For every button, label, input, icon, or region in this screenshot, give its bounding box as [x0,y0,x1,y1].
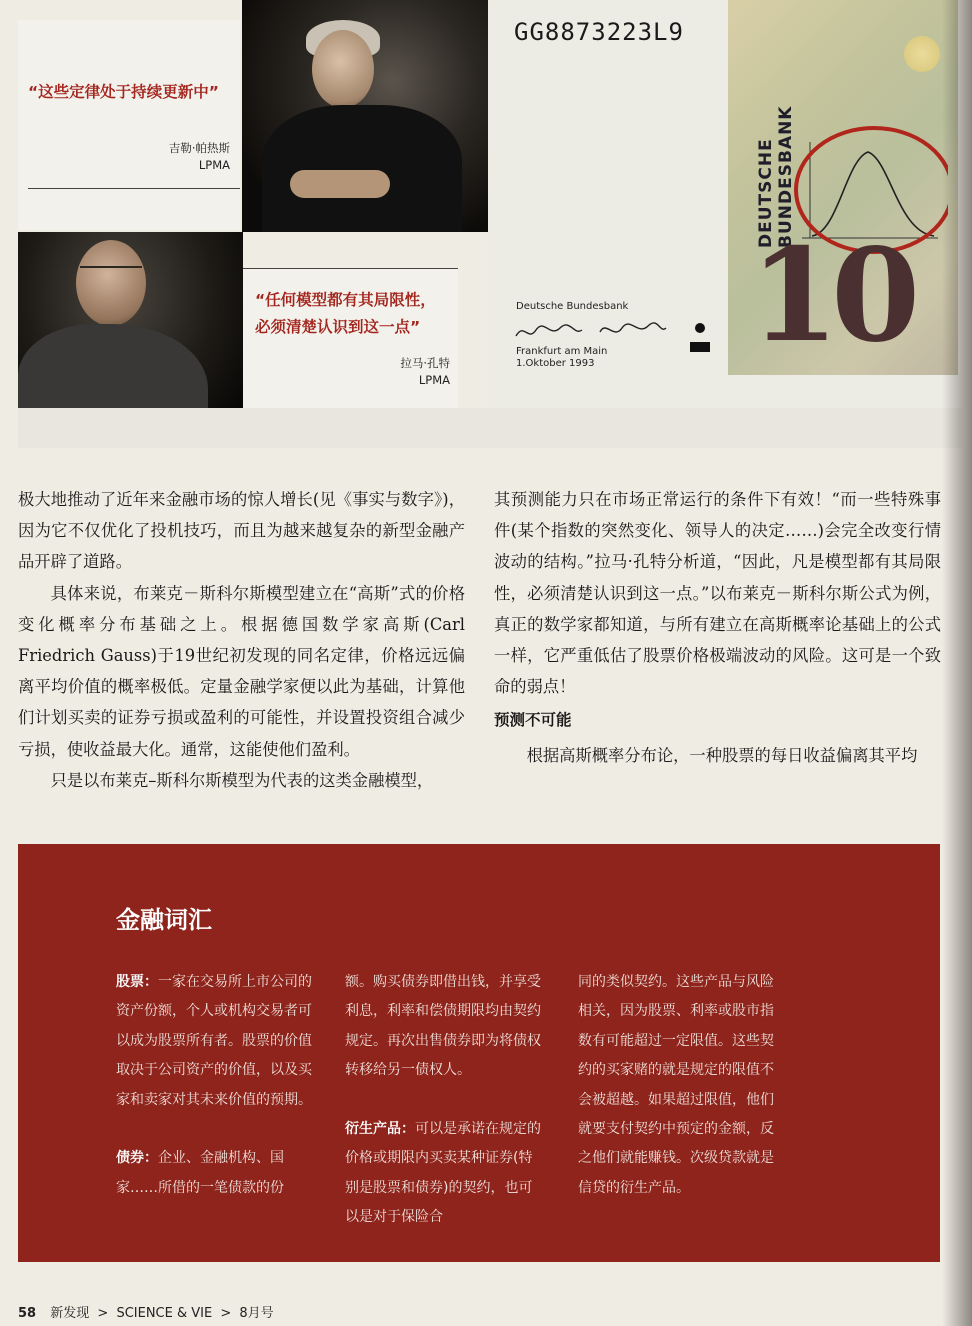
paragraph: 极大地推动了近年来金融市场的惊人增长(见《事实与数字》)，因为它不仅优化了投机技巧，而且为越来越复杂的新型金融产品开辟了道路。 [18,490,465,572]
quote-attribution [169,140,230,174]
breadcrumb-separator: > [220,1306,232,1321]
banknote-place-date [516,346,607,370]
banknote-denomination: 10 [750,221,913,371]
quote-box-pages [18,20,240,230]
background-strip [18,408,963,448]
quote-line: 必须清楚认识到这一点” [255,318,421,336]
breadcrumb-separator: > [97,1306,109,1321]
signature [514,318,584,344]
paragraph: 具体来说，布莱克－斯科尔斯模型建立在“高斯”式的价格变化概率分布基础之上。根据德国数学家高斯(Carl Friedrich Gauss)于19世纪初发现的同名定律，价格远远偏离平均价值的概率极低。定量金融学家便以此为基础，计算他们计划买卖的证券亏损或盈利的可能性，并设置投资组合减少亏损，使收益最大化。通常，这能使他们盈利。 [18,583,465,759]
banknote-serial: GG8873223L9 [514,18,684,46]
glossary-entry-cont [345,968,545,1086]
banknote-date: 1.Oktober 1993 [516,358,595,369]
paragraph: 只是以布莱克–斯科尔斯模型为代表的这类金融模型， [50,770,434,790]
glossary-column [578,968,778,1233]
glossary-definition: 一家在交易所上市公司的资产份额，个人或机构交易者可以成为股票所有者。股票的价值取决于公司资产的价值，以及买家和卖家对其未来价值的预期。 [116,974,312,1108]
quote-text: “这些定律处于持续更新中” [28,83,219,101]
magazine-edition: SCIENCE & VIE [116,1306,213,1321]
banknote-bank-name: DEUTSCHE BUNDESBANK [756,105,796,248]
glossary-box [18,844,940,1262]
quote-line: “任何模型都有其局限性， [255,291,436,309]
page-footer [18,1302,274,1321]
glossary-entry-cont [578,968,778,1203]
quote-attribution [400,355,450,389]
quote-author: 吉勒·帕热斯 [168,141,230,155]
glossary-title: 金融词汇 [116,906,212,934]
banknote-issuer: Deutsche Bundesbank [516,301,629,312]
paragraph: 根据高斯概率分布论，一种股票的每日收益偏离其平均 [526,746,918,766]
glossary-entry [345,1115,545,1233]
quote-org: LPMA [198,158,230,172]
quote-text [255,287,460,341]
article-column-right [494,484,941,772]
section-heading: 预测不可能 [494,711,572,730]
page-number: 58 [18,1306,37,1321]
glossary-definition: 同的类似契约。这些产品与风险相关，因为股票、利率或股市指数有可能超过一定限值。这些契约的买家赌的就是规定的限值不会被超越。如果超过限值，他们就要支付契约中预定的金额，反之他们就能赚钱。次级贷款就是信贷的衍生产品。 [578,974,774,1196]
glossary-entry [116,1144,316,1203]
portrait-photo-pages [242,0,492,232]
banknote-place: Frankfurt am Main [516,346,608,357]
banknote-mark-icon [688,320,712,354]
quote-box-cont [243,268,458,409]
issue-month: 8月号 [239,1306,274,1321]
paragraph: 其预测能力只在市场正常运行的条件下有效！“而一些特殊事件(某个指数的突然变化、领导人的决定……)会完全改变行情波动的结构。”拉马·孔特分析道，“因此，凡是模型都有其局限性，必须清楚认识到这一点。”以布莱克－斯科尔斯公式为例，真正的数学家都知道，与所有建立在高斯概率论基础上的公式一样，它严重低估了股票价格极端波动的风险。这可是一个致命的弱点！ [494,490,941,697]
page-gutter-shadow [942,0,972,1326]
divider [28,188,240,189]
glossary-term: 股票： [116,974,158,990]
glossary-column [345,968,545,1262]
magazine-logo-icon [904,36,940,72]
quote-org: LPMA [418,373,450,387]
glossary-column [116,968,316,1233]
glossary-term: 衍生产品： [345,1121,415,1138]
glossary-definition: 可以是承诺在规定的价格或期限内买卖某种证券(特别是股票和债券)的契约，也可以是对于保险合 [345,1121,541,1226]
quote-author: 拉马·孔特 [400,356,450,370]
glossary-definition: 额。购买债券即借出钱，并享受利息，利率和偿债期限均由契约规定。再次出售债券即为将债权转移给另一债权人。 [345,974,541,1079]
signature [598,318,668,344]
banknote-image [488,0,958,408]
article-column-left [18,484,465,796]
glossary-entry [116,968,316,1115]
glossary-definition: 企业、金融机构、国家……所借的一笔债款的份 [116,1150,284,1196]
magazine-name: 新发现 [50,1306,90,1321]
glossary-term: 债券： [116,1150,158,1167]
